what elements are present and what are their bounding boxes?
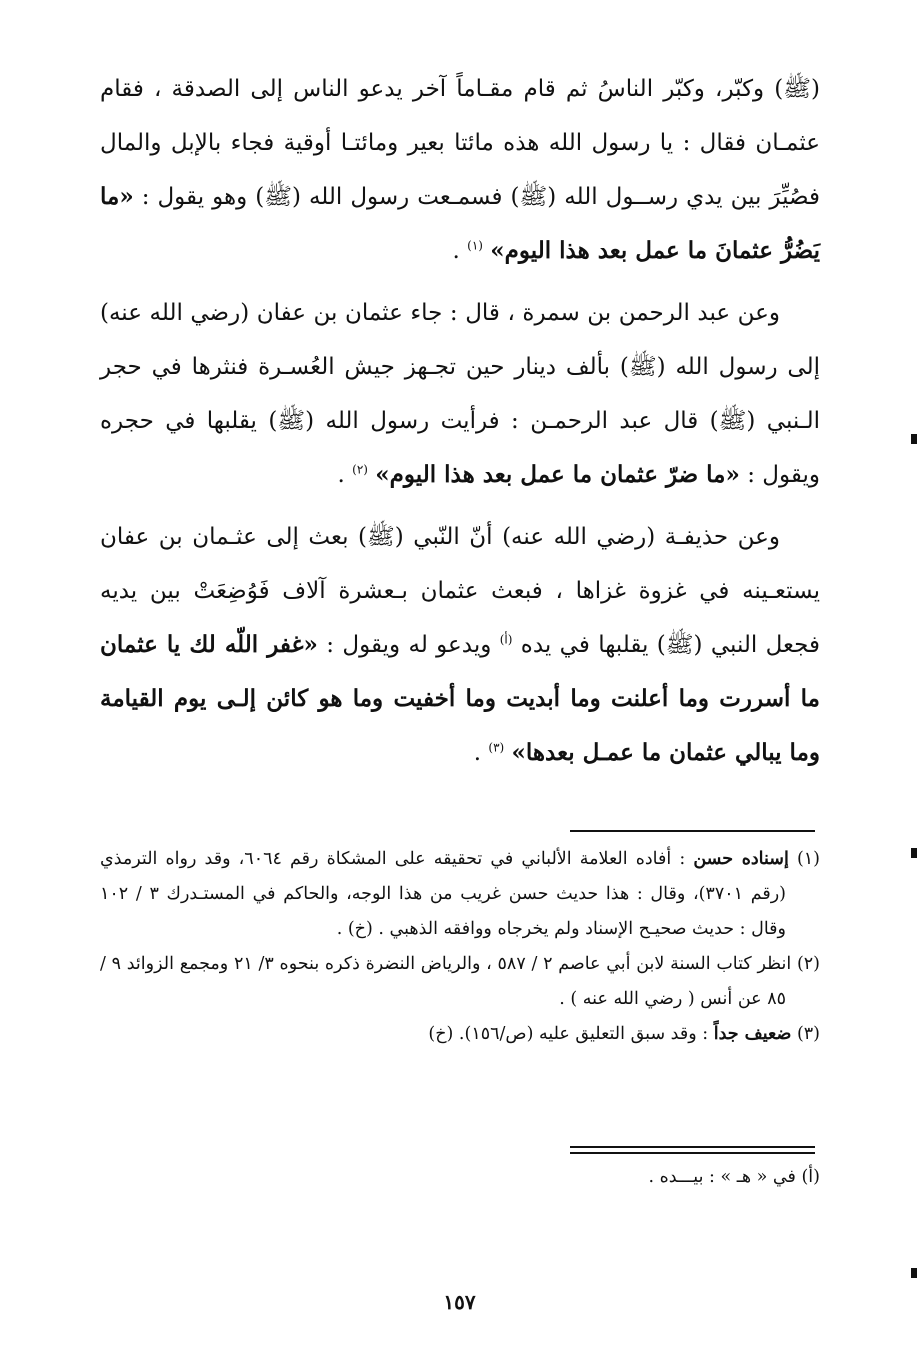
hadith-quote-1: «ما يَضُرُّ عثمانَ ما عمل بعد هذا اليوم» — [100, 183, 820, 264]
paragraph-1 — [100, 62, 820, 278]
paragraph-3-mid: ويدعو له ويقول : — [317, 632, 500, 658]
paragraph-2-text: وعن عبد الرحمن بن سمرة ، قال : جاء عثمان بن عفان (رضي الله عنه) إلى رسول الله (ﷺ) بألف دينار حين تجـهز جيش العُسـرة فنثرها في حجر الـنبي (ﷺ) قال عبد الرحمـن : فرأيت رسول الله (ﷺ) يقلبها في حجره ويقول : — [100, 300, 820, 488]
hadith-quote-2: «ما ضرّ عثمان ما عمل بعد هذا اليوم» — [375, 461, 740, 488]
footnote-2-number: (٢) — [796, 954, 820, 974]
variant-note — [100, 1160, 820, 1195]
footnote-ref-3: (٣) — [488, 740, 505, 755]
paragraph-3-text: وعن حذيفـة (رضي الله عنه) أنّ النّبي (ﷺ) بعث إلى عثـمان بن عفان يستعـينه في غزوة غزاها ، فبعث عثمان بـعشرة آلاف فَوُضِعَتْ بين يديه فجعل النبي (ﷺ) يقلبها في يده — [100, 524, 820, 658]
variant-divider-bottom — [570, 1152, 815, 1154]
footnotes — [100, 842, 820, 1052]
paragraph-3 — [100, 510, 820, 780]
footnote-2-text: انظر كتاب السنة لابن أبي عاصم ٢ / ٥٨٧ ، والرياض النضرة ذكره بنحوه ٣/ ٢١ ومجمع الزوائد ٩ / ٨٥ عن أنس ( رضي الله عنه ) . — [100, 954, 792, 1009]
variant-note-text: في « هـ » : بيـــده . — [648, 1167, 796, 1187]
variant-ref-a: (أ) — [499, 632, 513, 647]
margin-mark — [911, 848, 917, 858]
footnote-1-grade: إسناده حسن — [693, 849, 789, 869]
footnote-ref-2: (٢) — [352, 462, 368, 477]
paragraph-1-text: (ﷺ) وكبّر، وكبّر الناسُ ثم قام مقـاماً آخر يدعو الناس إلى الصدقة ، فقام عثمـان فقال : يا رسول الله هذه مائتا بعير ومائتـا أوقية فجاء بالإبل والمال فصُيِّرَ بين يدي رســول الله (ﷺ) فسمـعت رسول الله (ﷺ) وهو يقول : — [100, 76, 820, 210]
footnote-3 — [100, 1017, 820, 1052]
footnote-3-number: (٣) — [796, 1024, 820, 1044]
variant-note-number: (أ) — [801, 1167, 820, 1187]
hadith-quote-3: «غفر اللّه لك يا عثمان ما أسررت وما أعلنت وما أبديت وما أخفيت وما هو كائن إلـى يوم القيامة وما يبالي عثمان ما عمـل بعدها» — [100, 631, 820, 766]
page-number: ١٥٧ — [443, 1290, 476, 1314]
margin-mark — [911, 1268, 917, 1278]
footnote-3-text: : وقد سبق التعليق عليه (ص/١٥٦). (خ) — [428, 1024, 714, 1044]
footnote-3-grade: ضعيف جداً — [713, 1024, 792, 1044]
footnote-divider — [570, 830, 815, 832]
main-text — [100, 62, 820, 788]
margin-mark — [911, 434, 917, 444]
paragraph-1-end: . — [452, 238, 468, 264]
footnote-2 — [100, 947, 820, 1017]
paragraph-2 — [100, 286, 820, 502]
footnote-1-text: : أفاده العلامة الألباني في تحقيقه على المشكاة رقم ٦٠٦٤، وقد رواه الترمذي (رقم ٣٧٠١)، وقال : هذا حديث حسن غريب من هذا الوجه، والحاكم في المستـدرك ٣ / ١٠٢ وقال : حديث صحيـح الإسناد ولم يخرجاه ووافقه الذهبي . (خ) . — [100, 849, 786, 939]
paragraph-3-end: . — [473, 740, 489, 766]
footnote-1-number: (١) — [796, 849, 820, 869]
variant-divider-top — [570, 1146, 815, 1148]
footnote-ref-1: (١) — [467, 238, 483, 253]
footnote-1 — [100, 842, 820, 947]
paragraph-2-end: . — [337, 462, 353, 488]
